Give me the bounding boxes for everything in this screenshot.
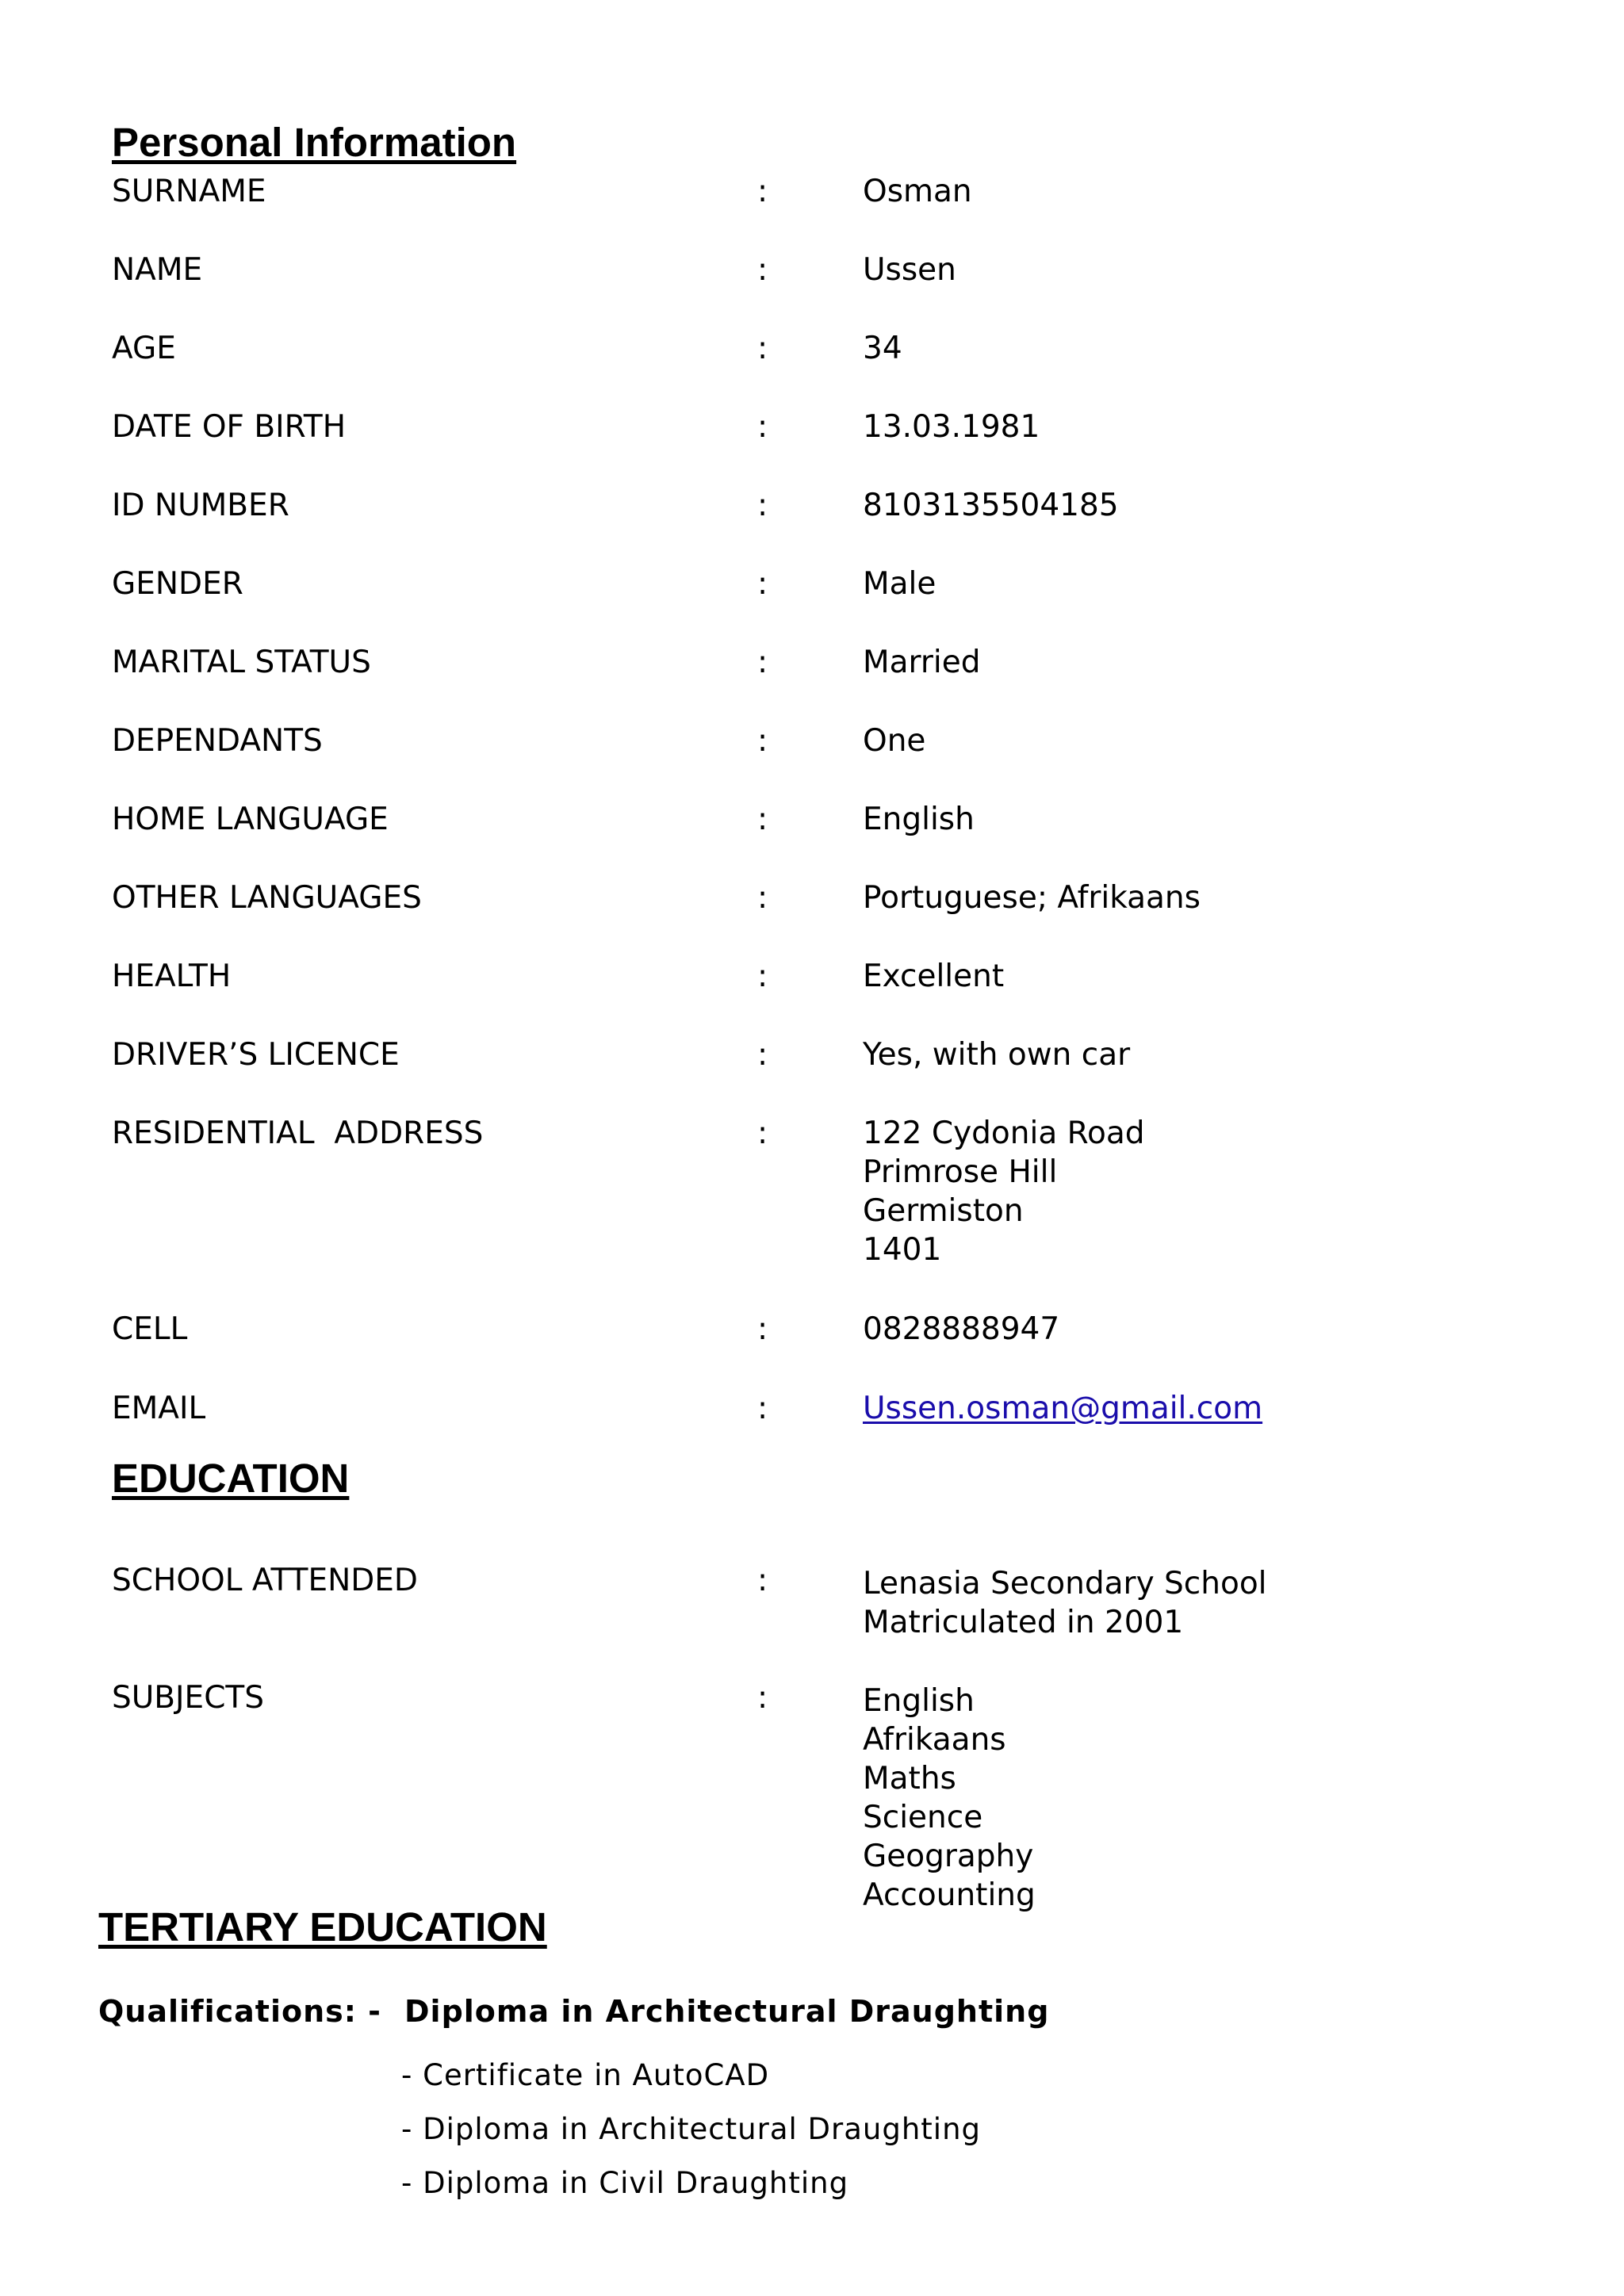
date-of-birth-label: DATE OF BIRTH [112, 409, 347, 445]
separator: : [757, 880, 768, 916]
email-label: EMAIL [112, 1391, 206, 1426]
gender-label: GENDER [112, 566, 243, 602]
home-language-label: HOME LANGUAGE [112, 802, 389, 837]
subjects-list [863, 1682, 1036, 1915]
qualification-item: - Diploma in Architectural Draughting [401, 2112, 982, 2146]
separator: : [757, 1037, 768, 1073]
address-line: Germiston [863, 1193, 1024, 1229]
age-label: AGE [112, 331, 176, 366]
qualification-item: - Certificate in AutoCAD [401, 2058, 770, 2092]
qualifications-label: Qualifications: - [98, 1994, 381, 2029]
drivers-licence-label: DRIVER’S LICENCE [112, 1037, 400, 1073]
separator: : [757, 488, 768, 523]
separator: : [757, 1680, 768, 1716]
dependants-label: DEPENDANTS [112, 723, 323, 759]
school-line: Matriculated in 2001 [863, 1605, 1184, 1640]
separator: : [757, 959, 768, 994]
qualification-item: - Diploma in Civil Draughting [401, 2166, 849, 2200]
subject-item: Afrikaans [863, 1722, 1006, 1758]
other-languages-label: OTHER LANGUAGES [112, 880, 422, 916]
separator: : [757, 409, 768, 445]
id-number-value: 8103135504185 [863, 488, 1119, 523]
separator: : [757, 174, 768, 209]
subject-item: Accounting [863, 1877, 1036, 1913]
personal-information-heading: Personal Information [112, 120, 517, 165]
subject-item: Geography [863, 1839, 1034, 1874]
school-line: Lenasia Secondary School [863, 1566, 1267, 1601]
marital-status-label: MARITAL STATUS [112, 645, 371, 680]
health-value: Excellent [863, 959, 1005, 994]
drivers-licence-value: Yes, with own car [863, 1037, 1131, 1073]
gender-value: Male [863, 566, 936, 602]
cell-label: CELL [112, 1311, 188, 1347]
subject-item: Science [863, 1800, 983, 1835]
address-line: Primrose Hill [863, 1154, 1058, 1190]
separator: : [757, 331, 768, 366]
subject-item: Maths [863, 1761, 956, 1797]
residential-address-label: RESIDENTIAL ADDRESS [112, 1115, 484, 1151]
email-link[interactable]: Ussen.osman@gmail.com [863, 1391, 1263, 1426]
separator: : [757, 723, 768, 759]
separator: : [757, 1563, 768, 1598]
marital-status-value: Married [863, 645, 981, 680]
separator: : [757, 252, 768, 288]
school-attended-label: SCHOOL ATTENDED [112, 1563, 418, 1598]
cell-value: 0828888947 [863, 1311, 1060, 1347]
separator: : [757, 1115, 768, 1151]
health-label: HEALTH [112, 959, 232, 994]
name-value: Ussen [863, 252, 956, 288]
separator: : [757, 1391, 768, 1426]
school-attended-value [863, 1564, 1267, 1642]
separator: : [757, 1311, 768, 1347]
subjects-label: SUBJECTS [112, 1680, 265, 1716]
surname-value: Osman [863, 174, 972, 209]
address-line: 122 Cydonia Road [863, 1115, 1145, 1151]
separator: : [757, 802, 768, 837]
separator: : [757, 566, 768, 602]
address-line: 1401 [863, 1232, 942, 1268]
home-language-value: English [863, 802, 975, 837]
other-languages-value: Portuguese; Afrikaans [863, 880, 1201, 916]
name-label: NAME [112, 252, 203, 288]
subject-item: English [863, 1683, 975, 1719]
date-of-birth-value: 13.03.1981 [863, 409, 1040, 445]
age-value: 34 [863, 331, 902, 366]
separator: : [757, 645, 768, 680]
education-heading: EDUCATION [112, 1456, 350, 1501]
dependants-value: One [863, 723, 926, 759]
surname-label: SURNAME [112, 174, 266, 209]
email-value-wrap [863, 1389, 1262, 1428]
tertiary-education-heading: TERTIARY EDUCATION [98, 1904, 547, 1950]
residential-address-value [863, 1114, 1144, 1269]
id-number-label: ID NUMBER [112, 488, 289, 523]
qualifications-list [401, 2049, 981, 2210]
main-qualification: Diploma in Architectural Draughting [404, 1994, 1050, 2029]
